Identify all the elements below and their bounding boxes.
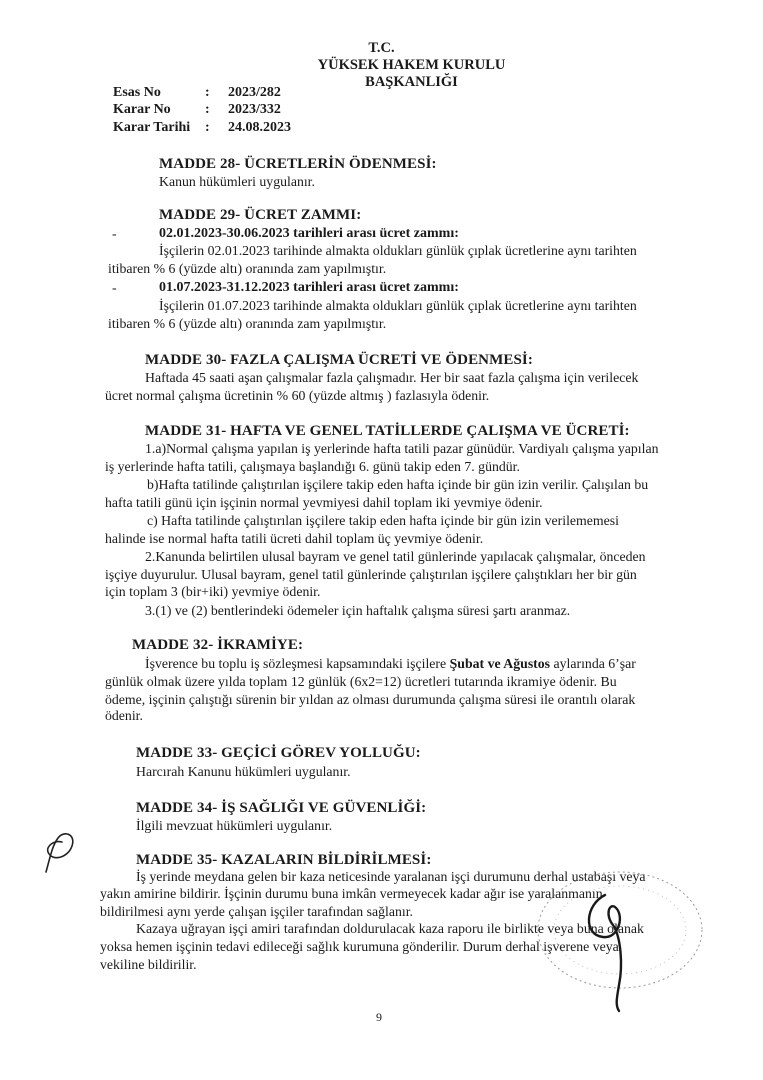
- article-35-line6: vekiline bildirilir.: [100, 957, 197, 972]
- article-32-line3: ödeme, işçinin çalıştığı sürenin bir yıldan az olması durumunda çalışma süresi ile orantılı olarak: [105, 692, 636, 707]
- article-35-line5: yoksa hemen işçinin tedavi edileceği sağlık kurumuna gönderilir. Durum derhal işverene veya: [100, 939, 619, 954]
- meta-sep-karar: :: [205, 102, 210, 117]
- article-29-p1-line2: itibaren % 6 (yüzde altı) oranında zam yapılmıştır.: [108, 261, 387, 276]
- article-29-period-1: 02.01.2023-30.06.2023 tarihleri arası ücret zammı:: [159, 226, 459, 241]
- article-32-line2: günlük olmak üzere yılda toplam 12 günlük (6x2=12) ücretleri tutarında ikramiye ödenir. Bu: [105, 674, 617, 689]
- article-31-d-line2: işçiye duyurulur. Ulusal bayram, genel tatil günlerinde çalıştırılan işçilere çalıştıkları her bir gün: [105, 567, 637, 582]
- article-32-months: Şubat ve Ağustos: [449, 656, 551, 671]
- meta-sep-date: :: [205, 120, 210, 135]
- article-31-b-line2: hafta tatili günü için işçinin normal yevmiyesi dahil toplam iki yevmiye ödenir.: [105, 495, 543, 510]
- article-32-line1: [145, 656, 636, 672]
- article-30-title: MADDE 30- FAZLA ÇALIŞMA ÜCRETİ VE ÖDENMESİ:: [145, 352, 533, 368]
- article-33-title: MADDE 33- GEÇİCİ GÖREV YOLLUĞU:: [136, 745, 421, 761]
- article-28-title: MADDE 28- ÜCRETLERİN ÖDENMESİ:: [159, 156, 437, 172]
- page-number: 9: [376, 1010, 382, 1024]
- meta-value-karar: 2023/332: [228, 102, 281, 117]
- article-35-line4: Kazaya uğrayan işçi amiri tarafından doldurulacak kaza raporu ile birlikte veya buna olanak: [136, 921, 644, 936]
- article-31-title: MADDE 31- HAFTA VE GENEL TATİLLERDE ÇALIŞMA VE ÜCRETİ:: [145, 423, 630, 439]
- article-29-title: MADDE 29- ÜCRET ZAMMI:: [159, 207, 362, 223]
- article-31-d-line1: 2.Kanunda belirtilen ulusal bayram ve genel tatil günlerinde yapılacak çalışmalar, önceden: [145, 549, 646, 564]
- article-35-line1: İş yerinde meydana gelen bir kaza neticesinde yaralanan işçi durumunu derhal ustabaşı veya: [136, 869, 646, 884]
- header-institution: YÜKSEK HAKEM KURULU: [317, 57, 506, 73]
- dash-marker-2: -: [112, 280, 117, 295]
- article-31-a-line1: 1.a)Normal çalışma yapılan iş yerlerinde hafta tatili pazar günüdür. Vardiyalı çalışma yapılan: [145, 441, 659, 456]
- article-29-p2-line2: itibaren % 6 (yüzde altı) oranında zam yapılmıştır.: [108, 316, 387, 331]
- article-29-period-2: 01.07.2023-31.12.2023 tarihleri arası ücret zammı:: [159, 280, 459, 295]
- article-32-line4: ödenir.: [105, 708, 143, 723]
- article-31-c-line2: halinde ise normal hafta tatili ücreti dahil toplam üç yevmiye ödenir.: [105, 531, 484, 546]
- article-33-body: Harcırah Kanunu hükümleri uygulanır.: [136, 764, 351, 779]
- article-31-b-line1: b)Hafta tatilinde çalıştırılan işçilere takip eden hafta içinde bir gün izin verilir. Çalışılan bu: [147, 477, 649, 492]
- meta-label-esas: Esas No: [113, 85, 161, 100]
- header-tc: T.C.: [368, 40, 395, 56]
- header-presidency: BAŞKANLIĞI: [365, 74, 458, 90]
- article-32-title: MADDE 32- İKRAMİYE:: [132, 637, 304, 653]
- article-28-body: Kanun hükümleri uygulanır.: [159, 174, 315, 189]
- article-31-a-line2: iş yerlerinde hafta tatili, çalışmaya başlandığı 6. günü takip eden 7. gündür.: [105, 459, 520, 474]
- article-31-d-line3: için toplam 3 (bir+iki) yevmiye ödenir.: [105, 584, 321, 599]
- meta-sep-esas: :: [205, 85, 210, 100]
- article-34-title: MADDE 34- İŞ SAĞLIĞI VE GÜVENLİĞİ:: [136, 800, 427, 816]
- article-31-e-line1: 3.(1) ve (2) bentlerindeki ödemeler için haftalık çalışma süresi şartı aranmaz.: [145, 603, 571, 618]
- article-32-line1-a: İşverence bu toplu iş sözleşmesi kapsamındaki işçilere: [145, 656, 450, 671]
- article-30-line1: Haftada 45 saati aşan çalışmalar fazla çalışmadır. Her bir saat fazla çalışma için verilecek: [145, 370, 639, 385]
- article-29-p1-line1: İşçilerin 02.01.2023 tarihinde almakta oldukları günlük çıplak ücretlerine aynı tarihten: [159, 243, 637, 258]
- meta-value-esas: 2023/282: [228, 85, 281, 100]
- meta-value-date: 24.08.2023: [228, 120, 291, 135]
- article-35-title: MADDE 35- KAZALARIN BİLDİRİLMESİ:: [136, 852, 432, 868]
- article-34-body: İlgili mevzuat hükümleri uygulanır.: [136, 818, 333, 833]
- article-32-line1-c: aylarında 6’şar: [550, 656, 636, 671]
- meta-label-karar: Karar No: [113, 102, 171, 117]
- signature-mark: [575, 885, 665, 1015]
- article-29-p2-line1: İşçilerin 01.07.2023 tarihinde almakta oldukları günlük çıplak ücretlerine aynı tarihten: [159, 298, 637, 313]
- article-31-c-line1: c) Hafta tatilinde çalıştırılan işçilere takip eden hafta içinde bir gün izin verilememesi: [147, 513, 619, 528]
- article-35-line3: bildirilmesi aynı yerde çalışan işçiler tarafından sağlanır.: [100, 904, 414, 919]
- article-30-line2: ücret normal çalışma ücretinin % 60 (yüzde altmış ) fazlasıyla ödenir.: [105, 388, 490, 403]
- article-35-line2: yakın amirine bildirir. İşçinin durumu buna imkân vermeyecek kadar ağır ise yaralanmanın: [100, 886, 603, 901]
- margin-initial-mark: [38, 828, 80, 876]
- dash-marker-1: -: [112, 226, 117, 241]
- meta-label-date: Karar Tarihi: [113, 120, 191, 135]
